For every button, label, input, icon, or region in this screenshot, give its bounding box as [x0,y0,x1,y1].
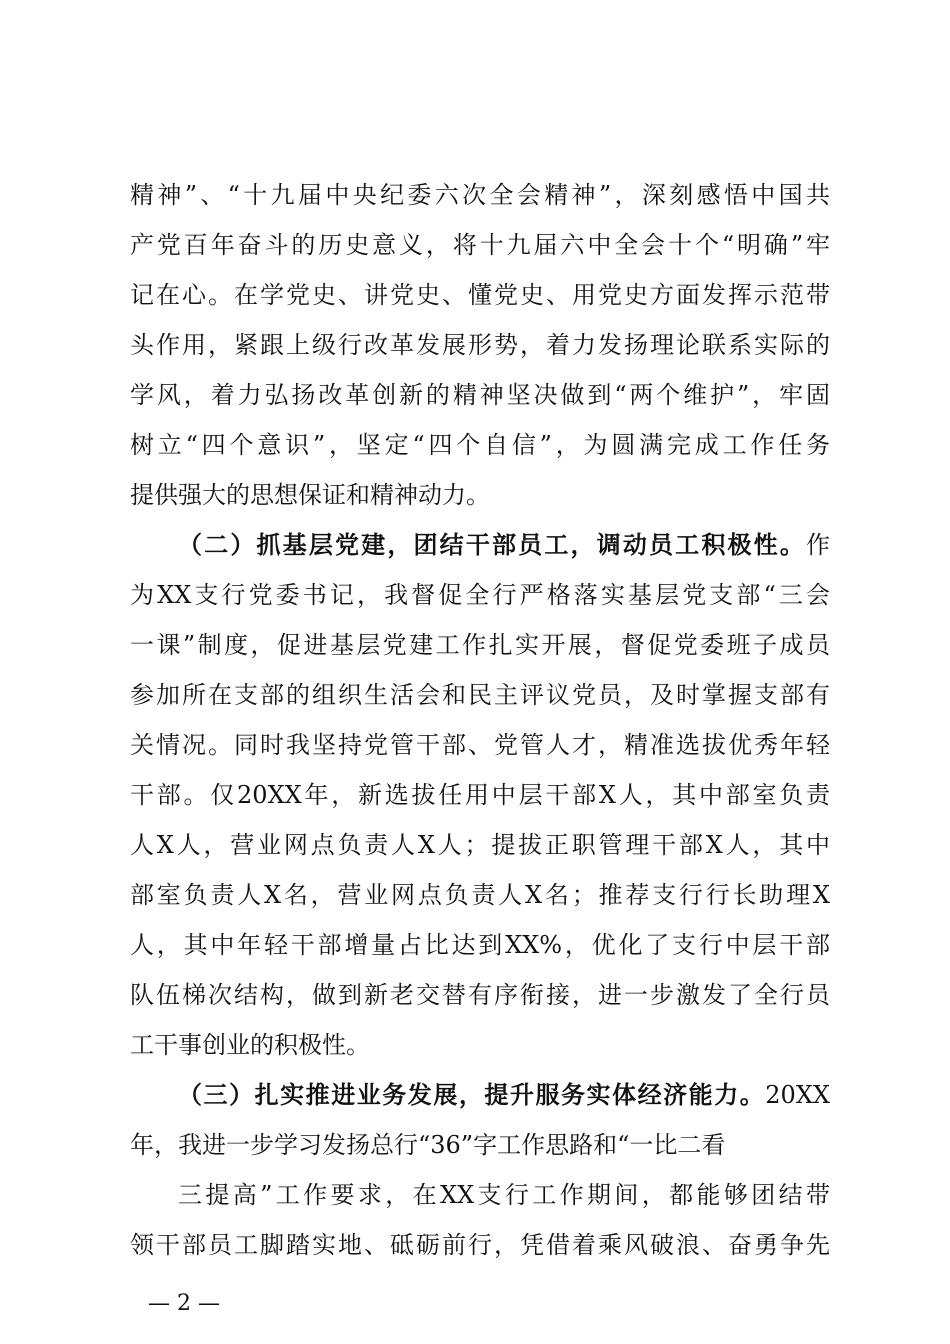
paragraph-2-line-2: 一课”制度，促进基层党建工作扎实开展，督促党委班子成员 [130,631,830,659]
paragraph-2-line-8: 人，其中年轻干部增量占比达到XX%，优化了支行中层干部 [130,931,830,959]
paragraph-2-line-10: 工干事创业的积极性。 [130,1031,370,1059]
paragraph-4-line-2: 领干部员工脚踏实地、砥砺前行，凭借着乘风破浪、奋勇争先 [130,1231,830,1259]
paragraph-2-line-3: 参加所在支部的组织生活会和民主评议党员，及时掌握支部有 [130,681,830,709]
section-heading-2: （二）抓基层党建，团结干部员工，调动员工积极性。 [178,530,806,559]
paragraph-3-first-line-rest: 20XX [765,1081,830,1109]
paragraph-2-line-1: 为XX支行党委书记，我督促全行严格落实基层党支部“三会 [130,581,830,609]
paragraph-2-line-9: 队伍梯次结构，做到新老交替有序衔接，进一步激发了全行员 [130,981,830,1009]
paragraph-2-line-6: 人X人，营业网点负责人X人；提拔正职管理干部X人，其中 [130,831,830,859]
paragraph-1-line-3: 记在心。在学党史、讲党史、懂党史、用党史方面发挥示范带 [130,281,830,309]
paragraph-4-line-1: 三提高”工作要求，在XX支行工作期间，都能够团结带 [178,1181,830,1209]
paragraph-1-line-1: 精神”、“十九届中央纪委六次全会精神”，深刻感悟中国共 [130,181,830,209]
paragraph-2-first-line [178,530,830,560]
paragraph-1-line-4: 头作用，紧跟上级行改革发展形势，着力发扬理论联系实际的 [130,331,830,359]
paragraph-3-first-line [178,1080,830,1110]
paragraph-1-line-7: 提供强大的思想保证和精神动力。 [130,481,490,509]
paragraph-3-line-1: 年，我进一步学习发扬总行“36”字工作思路和“一比二看 [130,1131,726,1159]
paragraph-2-line-7: 部室负责人X名，营业网点负责人X名；推荐支行行长助理X [130,881,830,909]
section-heading-3: （三）扎实推进业务发展，提升服务实体经济能力。 [178,1080,766,1109]
paragraph-1-line-5: 学风，着力弘扬改革创新的精神坚决做到“两个维护”，牢固 [130,381,830,409]
paragraph-2-line-5: 干部。仅20XX年，新选拔任用中层干部X人，其中部室负责 [130,781,830,809]
paragraph-1-line-2: 产党百年奋斗的历史意义，将十九届六中全会十个“明确”牢 [130,231,830,259]
paragraph-1-line-6: 树立“四个意识”，坚定“四个自信”，为圆满完成工作任务 [130,431,830,459]
paragraph-2-line-4: 关情况。同时我坚持党管干部、党管人才，精准选拔优秀年轻 [130,731,830,759]
page-number: — 2 — [148,1291,220,1316]
paragraph-2-first-line-rest: 作 [806,531,830,559]
